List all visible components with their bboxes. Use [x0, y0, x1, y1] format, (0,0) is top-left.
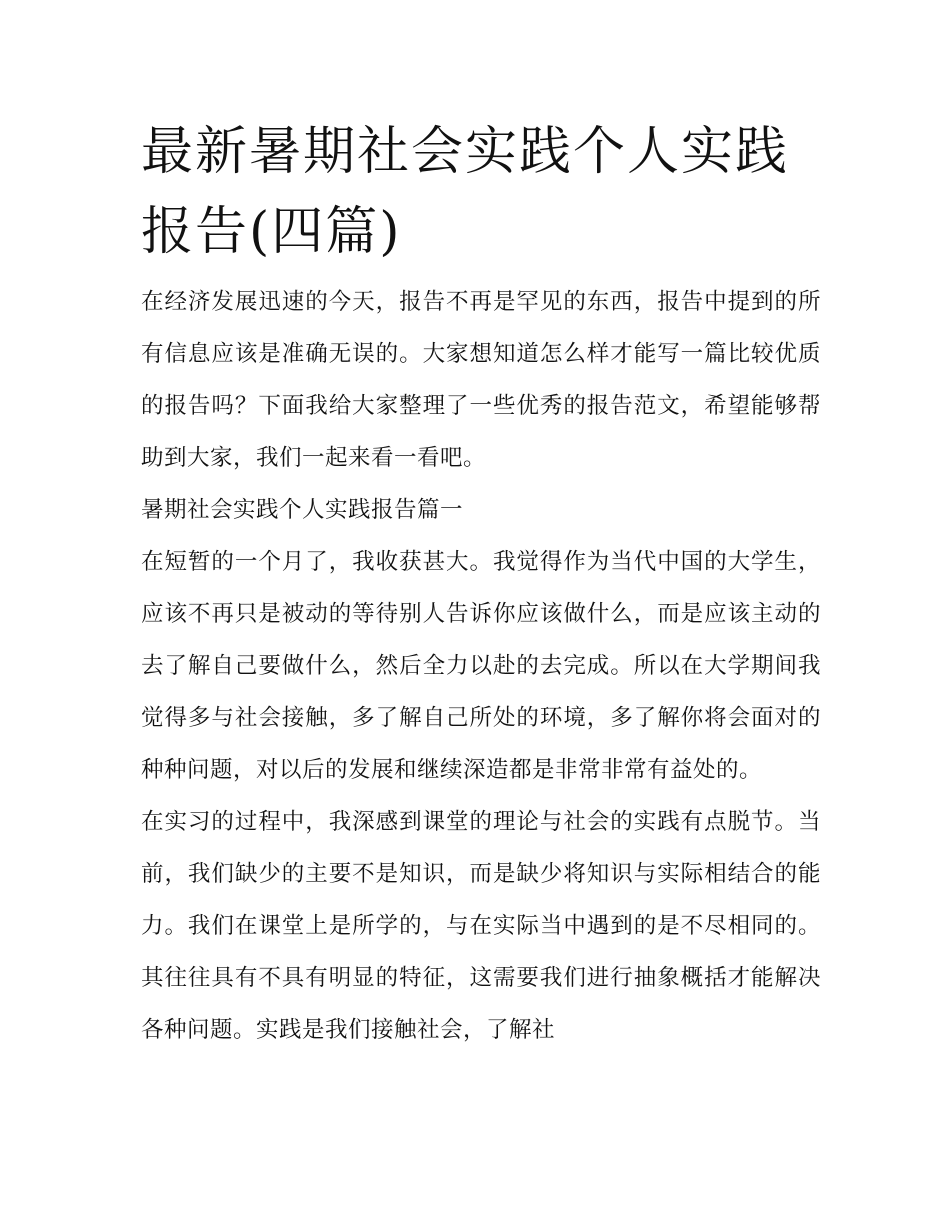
- intro-paragraph: 在经济发展迅速的今天，报告不再是罕见的东西，报告中提到的所有信息应该是准确无误的。大家想知道怎么样才能写一篇比较优质的报告吗？下面我给大家整理了一些优秀的报告范文，希望能够帮助到大家，我们一起来看一看吧。: [141, 289, 821, 471]
- document-body: [141, 276, 821, 1056]
- document-title: 最新暑期社会实践个人实践报告(四篇): [141, 122, 790, 262]
- body-paragraph-2: 在实习的过程中，我深感到课堂的理论与社会的实践有点脱节。当前，我们缺少的主要不是知识，而是缺少将知识与实际相结合的能力。我们在课堂上是所学的，与在实际当中遇到的是不尽相同的。其往往具有不具有明显的特征，这需要我们进行抽象概括才能解决各种问题。实践是我们接触社会，了解社: [141, 809, 821, 1043]
- body-paragraph-1: 在短暂的一个月了，我收获甚大。我觉得作为当代中国的大学生，应该不再只是被动的等待别人告诉你应该做什么，而是应该主动的去了解自己要做什么，然后全力以赴的去完成。所以在大学期间我觉得多与社会接触，多了解自己所处的环境，多了解你将会面对的种种问题，对以后的发展和继续深造都是非常非常有益处的。: [141, 549, 821, 783]
- section-heading: 暑期社会实践个人实践报告篇一: [141, 497, 464, 523]
